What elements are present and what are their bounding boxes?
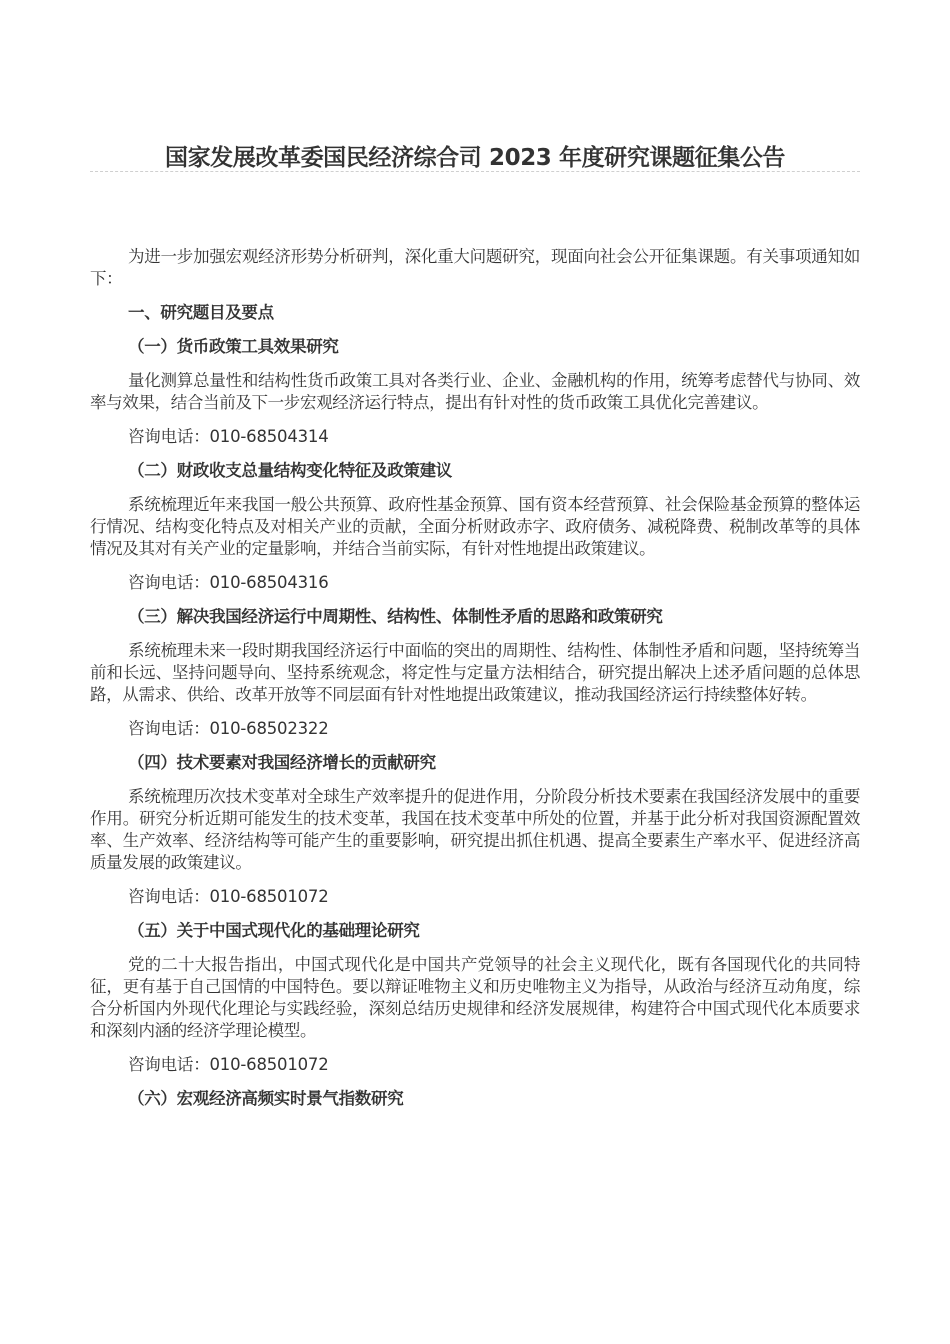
topic-phone: 咨询电话：010-68502322 bbox=[128, 719, 329, 738]
topic-heading: （二）财政收支总量结构变化特征及政策建议 bbox=[128, 461, 453, 480]
topic-phone: 咨询电话：010-68501072 bbox=[128, 887, 329, 906]
topic-body: 系统梳理未来一段时期我国经济运行中面临的突出的周期性、结构性、体制性矛盾和问题，坚持统筹当前和长远、坚持问题导向、坚持系统观念，将定性与定量方法相结合，研究提出解决上述矛盾问题的总体思路，从需求、供给、改革开放等不同层面有针对性地提出政策建议，推动我国经济运行持续整体好转。 bbox=[90, 641, 860, 704]
topic-heading: （五）关于中国式现代化的基础理论研究 bbox=[128, 921, 420, 940]
intro-paragraph: 为进一步加强宏观经济形势分析研判，深化重大问题研究，现面向社会公开征集课题。有关事项通知如下： bbox=[90, 247, 860, 288]
topic-body: 系统梳理近年来我国一般公共预算、政府性基金预算、国有资本经营预算、社会保险基金预算的整体运行情况、结构变化特点及对相关产业的贡献，全面分析财政赤字、政府债务、减税降费、税制改革等的具体情况及其对有关产业的定量影响，并结合当前实际，有针对性地提出政策建议。 bbox=[90, 495, 860, 558]
topic-heading: （一）货币政策工具效果研究 bbox=[128, 337, 339, 356]
document-body bbox=[90, 246, 860, 1122]
topic-body: 党的二十大报告指出，中国式现代化是中国共产党领导的社会主义现代化，既有各国现代化的共同特征，更有基于自己国情的中国特色。要以辩证唯物主义和历史唯物主义为指导，从政治与经济互动角度，综合分析国内外现代化理论与实践经验，深刻总结历史规律和经济发展规律，构建符合中国式现代化本质要求和深刻内涵的经济学理论模型。 bbox=[90, 955, 860, 1040]
topic-heading: （六）宏观经济高频实时景气指数研究 bbox=[128, 1089, 404, 1108]
document-title: 国家发展改革委国民经济综合司 2023 年度研究课题征集公告 bbox=[164, 145, 786, 171]
topic-body: 系统梳理历次技术变革对全球生产效率提升的促进作用，分阶段分析技术要素在我国经济发展中的重要作用。研究分析近期可能发生的技术变革，我国在技术变革中所处的位置，并基于此分析对我国资源配置效率、生产效率、经济结构等可能产生的重要影响，研究提出抓住机遇、提高全要素生产率水平、促进经济高质量发展的政策建议。 bbox=[90, 787, 860, 872]
title-divider bbox=[90, 171, 860, 172]
topic-phone: 咨询电话：010-68504314 bbox=[128, 427, 329, 446]
topic-heading: （三）解决我国经济运行中周期性、结构性、体制性矛盾的思路和政策研究 bbox=[128, 607, 663, 626]
section-heading: 一、研究题目及要点 bbox=[128, 303, 274, 322]
topic-phone: 咨询电话：010-68504316 bbox=[128, 573, 329, 592]
topic-phone: 咨询电话：010-68501072 bbox=[128, 1055, 329, 1074]
topic-heading: （四）技术要素对我国经济增长的贡献研究 bbox=[128, 753, 436, 772]
topic-body: 量化测算总量性和结构性货币政策工具对各类行业、企业、金融机构的作用，统筹考虑替代与协同、效率与效果，结合当前及下一步宏观经济运行特点，提出有针对性的货币政策工具优化完善建议。 bbox=[90, 371, 860, 412]
